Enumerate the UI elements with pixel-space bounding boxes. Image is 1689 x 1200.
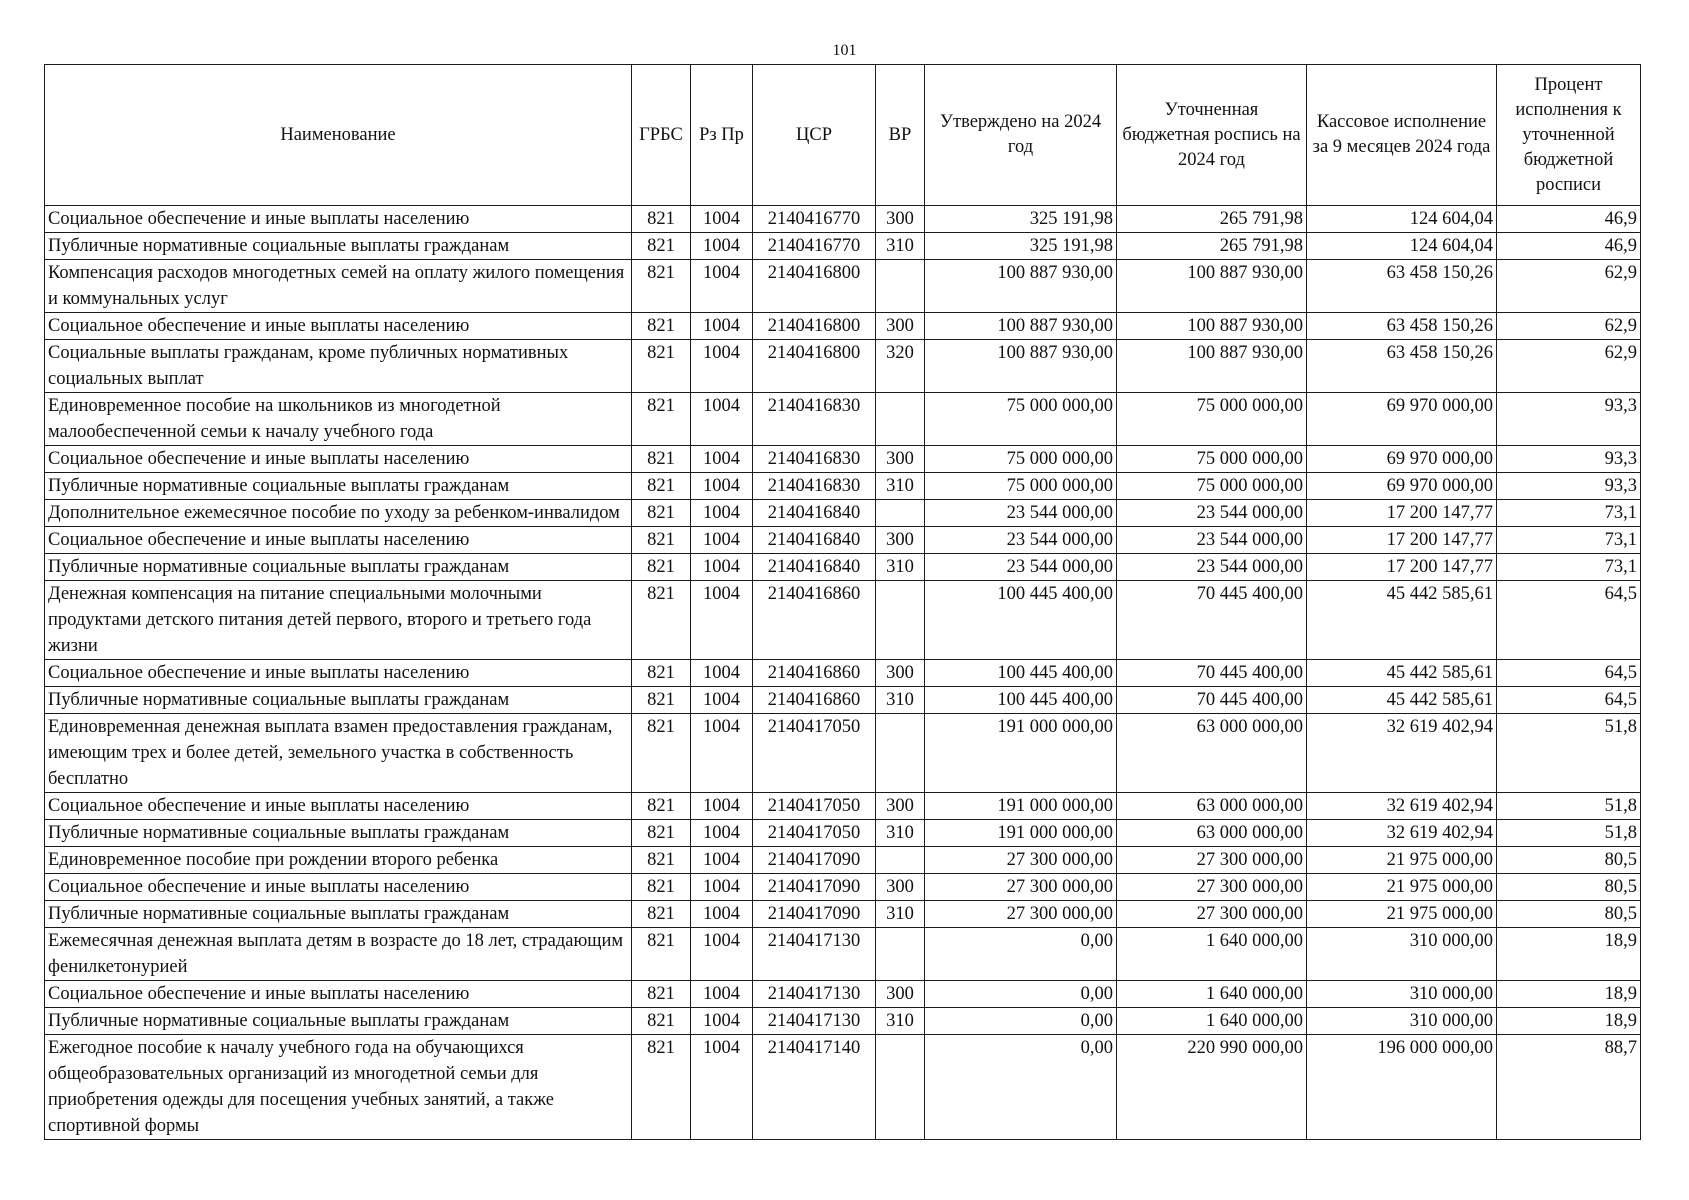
cell-rzpr: 1004 bbox=[691, 233, 753, 260]
cell-refined: 63 000 000,00 bbox=[1117, 714, 1307, 793]
table-row bbox=[45, 340, 1641, 393]
table-row bbox=[45, 901, 1641, 928]
cell-percent: 62,9 bbox=[1497, 313, 1641, 340]
page-number: 101 bbox=[832, 42, 857, 59]
cell-cash: 45 442 585,61 bbox=[1307, 581, 1497, 660]
cell-cash: 45 442 585,61 bbox=[1307, 687, 1497, 714]
table-row bbox=[45, 714, 1641, 793]
cell-name: Публичные нормативные социальные выплаты гражданам bbox=[45, 554, 632, 581]
cell-refined: 70 445 400,00 bbox=[1117, 581, 1307, 660]
cell-cash: 124 604,04 bbox=[1307, 206, 1497, 233]
table-row bbox=[45, 313, 1641, 340]
table-row bbox=[45, 473, 1641, 500]
cell-csr: 2140416800 bbox=[753, 260, 876, 313]
cell-percent: 80,5 bbox=[1497, 901, 1641, 928]
cell-grbs: 821 bbox=[632, 981, 691, 1008]
cell-approved: 75 000 000,00 bbox=[925, 473, 1117, 500]
cell-cash: 21 975 000,00 bbox=[1307, 874, 1497, 901]
cell-grbs: 821 bbox=[632, 473, 691, 500]
cell-name: Ежемесячная денежная выплата детям в возрасте до 18 лет, страдающим фенилкетонурией bbox=[45, 928, 632, 981]
cell-rzpr: 1004 bbox=[691, 446, 753, 473]
cell-percent: 62,9 bbox=[1497, 260, 1641, 313]
table-row bbox=[45, 660, 1641, 687]
cell-refined: 220 990 000,00 bbox=[1117, 1035, 1307, 1140]
cell-csr: 2140416800 bbox=[753, 313, 876, 340]
cell-cash: 21 975 000,00 bbox=[1307, 847, 1497, 874]
cell-vr bbox=[876, 847, 925, 874]
cell-approved: 27 300 000,00 bbox=[925, 847, 1117, 874]
cell-percent: 73,1 bbox=[1497, 527, 1641, 554]
cell-rzpr: 1004 bbox=[691, 500, 753, 527]
cell-cash: 69 970 000,00 bbox=[1307, 393, 1497, 446]
cell-rzpr: 1004 bbox=[691, 874, 753, 901]
cell-vr bbox=[876, 928, 925, 981]
cell-approved: 23 544 000,00 bbox=[925, 500, 1117, 527]
cell-csr: 2140416840 bbox=[753, 527, 876, 554]
cell-grbs: 821 bbox=[632, 1008, 691, 1035]
cell-percent: 93,3 bbox=[1497, 393, 1641, 446]
cell-grbs: 821 bbox=[632, 660, 691, 687]
cell-refined: 27 300 000,00 bbox=[1117, 901, 1307, 928]
cell-cash: 21 975 000,00 bbox=[1307, 901, 1497, 928]
cell-percent: 64,5 bbox=[1497, 660, 1641, 687]
cell-grbs: 821 bbox=[632, 901, 691, 928]
cell-percent: 93,3 bbox=[1497, 473, 1641, 500]
cell-name: Денежная компенсация на питание специальными молочными продуктами детского питания детей первого, второго и третьего года жизни bbox=[45, 581, 632, 660]
header-grbs: ГРБС bbox=[632, 65, 691, 206]
cell-name: Публичные нормативные социальные выплаты гражданам bbox=[45, 233, 632, 260]
cell-approved: 75 000 000,00 bbox=[925, 393, 1117, 446]
cell-approved: 0,00 bbox=[925, 981, 1117, 1008]
cell-name: Единовременное пособие при рождении второго ребенка bbox=[45, 847, 632, 874]
table-header-row bbox=[45, 65, 1641, 206]
cell-rzpr: 1004 bbox=[691, 313, 753, 340]
cell-csr: 2140416830 bbox=[753, 473, 876, 500]
cell-cash: 63 458 150,26 bbox=[1307, 260, 1497, 313]
cell-approved: 191 000 000,00 bbox=[925, 820, 1117, 847]
cell-grbs: 821 bbox=[632, 206, 691, 233]
cell-csr: 2140417090 bbox=[753, 847, 876, 874]
cell-name: Компенсация расходов многодетных семей на оплату жилого помещения и коммунальных услуг bbox=[45, 260, 632, 313]
cell-percent: 46,9 bbox=[1497, 206, 1641, 233]
cell-rzpr: 1004 bbox=[691, 820, 753, 847]
header-name: Наименование bbox=[45, 65, 632, 206]
cell-refined: 23 544 000,00 bbox=[1117, 500, 1307, 527]
cell-percent: 18,9 bbox=[1497, 1008, 1641, 1035]
cell-csr: 2140417050 bbox=[753, 793, 876, 820]
cell-csr: 2140417090 bbox=[753, 901, 876, 928]
cell-vr bbox=[876, 1035, 925, 1140]
cell-approved: 75 000 000,00 bbox=[925, 446, 1117, 473]
cell-approved: 191 000 000,00 bbox=[925, 714, 1117, 793]
cell-approved: 100 887 930,00 bbox=[925, 260, 1117, 313]
table-row bbox=[45, 446, 1641, 473]
cell-csr: 2140416840 bbox=[753, 500, 876, 527]
cell-refined: 100 887 930,00 bbox=[1117, 313, 1307, 340]
header-percent: Процент исполнения к уточненной бюджетной росписи bbox=[1497, 65, 1641, 206]
cell-refined: 23 544 000,00 bbox=[1117, 527, 1307, 554]
cell-vr: 300 bbox=[876, 660, 925, 687]
cell-cash: 310 000,00 bbox=[1307, 981, 1497, 1008]
cell-grbs: 821 bbox=[632, 446, 691, 473]
cell-grbs: 821 bbox=[632, 847, 691, 874]
cell-rzpr: 1004 bbox=[691, 687, 753, 714]
cell-csr: 2140416860 bbox=[753, 581, 876, 660]
cell-percent: 18,9 bbox=[1497, 928, 1641, 981]
cell-grbs: 821 bbox=[632, 500, 691, 527]
cell-rzpr: 1004 bbox=[691, 793, 753, 820]
cell-percent: 51,8 bbox=[1497, 793, 1641, 820]
cell-approved: 100 887 930,00 bbox=[925, 313, 1117, 340]
table-row bbox=[45, 820, 1641, 847]
cell-grbs: 821 bbox=[632, 928, 691, 981]
table-row bbox=[45, 981, 1641, 1008]
cell-vr: 310 bbox=[876, 820, 925, 847]
cell-vr: 300 bbox=[876, 446, 925, 473]
cell-percent: 64,5 bbox=[1497, 687, 1641, 714]
cell-name: Дополнительное ежемесячное пособие по уходу за ребенком-инвалидом bbox=[45, 500, 632, 527]
cell-percent: 62,9 bbox=[1497, 340, 1641, 393]
table-row bbox=[45, 581, 1641, 660]
cell-csr: 2140417090 bbox=[753, 874, 876, 901]
cell-percent: 80,5 bbox=[1497, 847, 1641, 874]
cell-csr: 2140417050 bbox=[753, 820, 876, 847]
cell-approved: 325 191,98 bbox=[925, 206, 1117, 233]
header-rzpr: Рз Пр bbox=[691, 65, 753, 206]
cell-percent: 51,8 bbox=[1497, 714, 1641, 793]
cell-rzpr: 1004 bbox=[691, 473, 753, 500]
cell-grbs: 821 bbox=[632, 260, 691, 313]
cell-refined: 1 640 000,00 bbox=[1117, 928, 1307, 981]
cell-name: Социальное обеспечение и иные выплаты населению bbox=[45, 660, 632, 687]
cell-approved: 100 445 400,00 bbox=[925, 687, 1117, 714]
cell-vr: 310 bbox=[876, 687, 925, 714]
cell-grbs: 821 bbox=[632, 313, 691, 340]
cell-vr: 310 bbox=[876, 1008, 925, 1035]
cell-name: Социальное обеспечение и иные выплаты населению bbox=[45, 527, 632, 554]
cell-csr: 2140417130 bbox=[753, 928, 876, 981]
cell-approved: 0,00 bbox=[925, 928, 1117, 981]
cell-vr bbox=[876, 714, 925, 793]
cell-grbs: 821 bbox=[632, 527, 691, 554]
cell-csr: 2140416860 bbox=[753, 687, 876, 714]
cell-name: Социальное обеспечение и иные выплаты населению bbox=[45, 313, 632, 340]
cell-approved: 325 191,98 bbox=[925, 233, 1117, 260]
cell-approved: 100 887 930,00 bbox=[925, 340, 1117, 393]
table-row bbox=[45, 1008, 1641, 1035]
cell-refined: 75 000 000,00 bbox=[1117, 473, 1307, 500]
cell-refined: 27 300 000,00 bbox=[1117, 874, 1307, 901]
cell-vr: 300 bbox=[876, 874, 925, 901]
cell-rzpr: 1004 bbox=[691, 527, 753, 554]
cell-name: Социальное обеспечение и иные выплаты населению bbox=[45, 446, 632, 473]
cell-rzpr: 1004 bbox=[691, 554, 753, 581]
cell-grbs: 821 bbox=[632, 393, 691, 446]
cell-rzpr: 1004 bbox=[691, 260, 753, 313]
cell-csr: 2140416770 bbox=[753, 206, 876, 233]
cell-vr: 310 bbox=[876, 901, 925, 928]
table-row bbox=[45, 793, 1641, 820]
cell-grbs: 821 bbox=[632, 793, 691, 820]
budget-table bbox=[44, 64, 1641, 1140]
cell-name: Публичные нормативные социальные выплаты гражданам bbox=[45, 473, 632, 500]
cell-grbs: 821 bbox=[632, 1035, 691, 1140]
cell-csr: 2140416860 bbox=[753, 660, 876, 687]
cell-name: Ежегодное пособие к началу учебного года на обучающихся общеобразовательных организаций из многодетной семьи для приобретения одежды для посещения учебных занятий, а также спортивной формы bbox=[45, 1035, 632, 1140]
cell-cash: 32 619 402,94 bbox=[1307, 793, 1497, 820]
cell-name: Единовременная денежная выплата взамен предоставления гражданам, имеющим трех и более детей, земельного участка в собственность бесплатно bbox=[45, 714, 632, 793]
header-approved: Утверждено на 2024 год bbox=[925, 65, 1117, 206]
cell-cash: 310 000,00 bbox=[1307, 928, 1497, 981]
cell-vr: 320 bbox=[876, 340, 925, 393]
cell-vr: 310 bbox=[876, 554, 925, 581]
cell-refined: 100 887 930,00 bbox=[1117, 340, 1307, 393]
cell-approved: 27 300 000,00 bbox=[925, 874, 1117, 901]
table-row bbox=[45, 554, 1641, 581]
cell-rzpr: 1004 bbox=[691, 660, 753, 687]
cell-rzpr: 1004 bbox=[691, 393, 753, 446]
cell-rzpr: 1004 bbox=[691, 1008, 753, 1035]
cell-csr: 2140417140 bbox=[753, 1035, 876, 1140]
table-row bbox=[45, 847, 1641, 874]
cell-vr: 300 bbox=[876, 313, 925, 340]
table-row bbox=[45, 206, 1641, 233]
cell-grbs: 821 bbox=[632, 687, 691, 714]
table-row bbox=[45, 393, 1641, 446]
table-body bbox=[45, 206, 1641, 1140]
cell-csr: 2140416830 bbox=[753, 446, 876, 473]
cell-refined: 265 791,98 bbox=[1117, 206, 1307, 233]
cell-name: Публичные нормативные социальные выплаты гражданам bbox=[45, 820, 632, 847]
cell-csr: 2140417050 bbox=[753, 714, 876, 793]
cell-grbs: 821 bbox=[632, 340, 691, 393]
cell-vr: 300 bbox=[876, 527, 925, 554]
table-row bbox=[45, 874, 1641, 901]
cell-cash: 32 619 402,94 bbox=[1307, 714, 1497, 793]
cell-cash: 63 458 150,26 bbox=[1307, 313, 1497, 340]
cell-refined: 27 300 000,00 bbox=[1117, 847, 1307, 874]
cell-approved: 23 544 000,00 bbox=[925, 527, 1117, 554]
table-row bbox=[45, 928, 1641, 981]
header-csr: ЦСР bbox=[753, 65, 876, 206]
cell-name: Публичные нормативные социальные выплаты гражданам bbox=[45, 687, 632, 714]
cell-refined: 75 000 000,00 bbox=[1117, 393, 1307, 446]
cell-cash: 32 619 402,94 bbox=[1307, 820, 1497, 847]
cell-grbs: 821 bbox=[632, 714, 691, 793]
cell-refined: 75 000 000,00 bbox=[1117, 446, 1307, 473]
cell-rzpr: 1004 bbox=[691, 928, 753, 981]
cell-cash: 124 604,04 bbox=[1307, 233, 1497, 260]
cell-cash: 17 200 147,77 bbox=[1307, 554, 1497, 581]
cell-vr: 300 bbox=[876, 793, 925, 820]
cell-percent: 64,5 bbox=[1497, 581, 1641, 660]
cell-rzpr: 1004 bbox=[691, 847, 753, 874]
cell-percent: 51,8 bbox=[1497, 820, 1641, 847]
table-row bbox=[45, 260, 1641, 313]
cell-csr: 2140417130 bbox=[753, 981, 876, 1008]
cell-percent: 73,1 bbox=[1497, 500, 1641, 527]
table-row bbox=[45, 1035, 1641, 1140]
cell-name: Социальное обеспечение и иные выплаты населению bbox=[45, 981, 632, 1008]
cell-csr: 2140416840 bbox=[753, 554, 876, 581]
cell-csr: 2140416800 bbox=[753, 340, 876, 393]
cell-grbs: 821 bbox=[632, 554, 691, 581]
cell-percent: 18,9 bbox=[1497, 981, 1641, 1008]
cell-csr: 2140416770 bbox=[753, 233, 876, 260]
cell-vr bbox=[876, 581, 925, 660]
header-refined: Уточненная бюджетная роспись на 2024 год bbox=[1117, 65, 1307, 206]
cell-vr: 310 bbox=[876, 473, 925, 500]
cell-cash: 196 000 000,00 bbox=[1307, 1035, 1497, 1140]
cell-cash: 310 000,00 bbox=[1307, 1008, 1497, 1035]
cell-refined: 1 640 000,00 bbox=[1117, 1008, 1307, 1035]
budget-table-container bbox=[44, 64, 1640, 1140]
cell-vr bbox=[876, 260, 925, 313]
cell-approved: 0,00 bbox=[925, 1008, 1117, 1035]
cell-name: Социальные выплаты гражданам, кроме публичных нормативных социальных выплат bbox=[45, 340, 632, 393]
cell-percent: 73,1 bbox=[1497, 554, 1641, 581]
cell-approved: 191 000 000,00 bbox=[925, 793, 1117, 820]
cell-rzpr: 1004 bbox=[691, 901, 753, 928]
cell-rzpr: 1004 bbox=[691, 1035, 753, 1140]
cell-csr: 2140416830 bbox=[753, 393, 876, 446]
cell-refined: 265 791,98 bbox=[1117, 233, 1307, 260]
cell-cash: 17 200 147,77 bbox=[1307, 500, 1497, 527]
cell-cash: 69 970 000,00 bbox=[1307, 473, 1497, 500]
header-vr: ВР bbox=[876, 65, 925, 206]
cell-cash: 17 200 147,77 bbox=[1307, 527, 1497, 554]
cell-rzpr: 1004 bbox=[691, 981, 753, 1008]
cell-rzpr: 1004 bbox=[691, 340, 753, 393]
cell-cash: 69 970 000,00 bbox=[1307, 446, 1497, 473]
cell-grbs: 821 bbox=[632, 820, 691, 847]
cell-name: Публичные нормативные социальные выплаты гражданам bbox=[45, 901, 632, 928]
cell-refined: 63 000 000,00 bbox=[1117, 820, 1307, 847]
cell-approved: 0,00 bbox=[925, 1035, 1117, 1140]
cell-refined: 63 000 000,00 bbox=[1117, 793, 1307, 820]
cell-vr: 310 bbox=[876, 233, 925, 260]
cell-refined: 70 445 400,00 bbox=[1117, 660, 1307, 687]
cell-cash: 63 458 150,26 bbox=[1307, 340, 1497, 393]
cell-name: Публичные нормативные социальные выплаты гражданам bbox=[45, 1008, 632, 1035]
cell-refined: 1 640 000,00 bbox=[1117, 981, 1307, 1008]
cell-percent: 88,7 bbox=[1497, 1035, 1641, 1140]
cell-rzpr: 1004 bbox=[691, 206, 753, 233]
header-cash: Кассовое исполнение за 9 месяцев 2024 года bbox=[1307, 65, 1497, 206]
cell-vr: 300 bbox=[876, 206, 925, 233]
cell-grbs: 821 bbox=[632, 233, 691, 260]
cell-name: Единовременное пособие на школьников из многодетной малообеспеченной семьи к началу учебного года bbox=[45, 393, 632, 446]
cell-name: Социальное обеспечение и иные выплаты населению bbox=[45, 206, 632, 233]
cell-grbs: 821 bbox=[632, 874, 691, 901]
table-row bbox=[45, 527, 1641, 554]
cell-name: Социальное обеспечение и иные выплаты населению bbox=[45, 874, 632, 901]
cell-grbs: 821 bbox=[632, 581, 691, 660]
cell-rzpr: 1004 bbox=[691, 714, 753, 793]
cell-approved: 23 544 000,00 bbox=[925, 554, 1117, 581]
cell-refined: 23 544 000,00 bbox=[1117, 554, 1307, 581]
cell-vr: 300 bbox=[876, 981, 925, 1008]
cell-csr: 2140417130 bbox=[753, 1008, 876, 1035]
cell-approved: 100 445 400,00 bbox=[925, 581, 1117, 660]
table-row bbox=[45, 687, 1641, 714]
cell-percent: 93,3 bbox=[1497, 446, 1641, 473]
table-row bbox=[45, 233, 1641, 260]
cell-approved: 100 445 400,00 bbox=[925, 660, 1117, 687]
cell-approved: 27 300 000,00 bbox=[925, 901, 1117, 928]
cell-refined: 100 887 930,00 bbox=[1117, 260, 1307, 313]
cell-cash: 45 442 585,61 bbox=[1307, 660, 1497, 687]
cell-name: Социальное обеспечение и иные выплаты населению bbox=[45, 793, 632, 820]
cell-rzpr: 1004 bbox=[691, 581, 753, 660]
cell-vr bbox=[876, 393, 925, 446]
cell-percent: 80,5 bbox=[1497, 874, 1641, 901]
table-row bbox=[45, 500, 1641, 527]
cell-percent: 46,9 bbox=[1497, 233, 1641, 260]
cell-vr bbox=[876, 500, 925, 527]
cell-refined: 70 445 400,00 bbox=[1117, 687, 1307, 714]
